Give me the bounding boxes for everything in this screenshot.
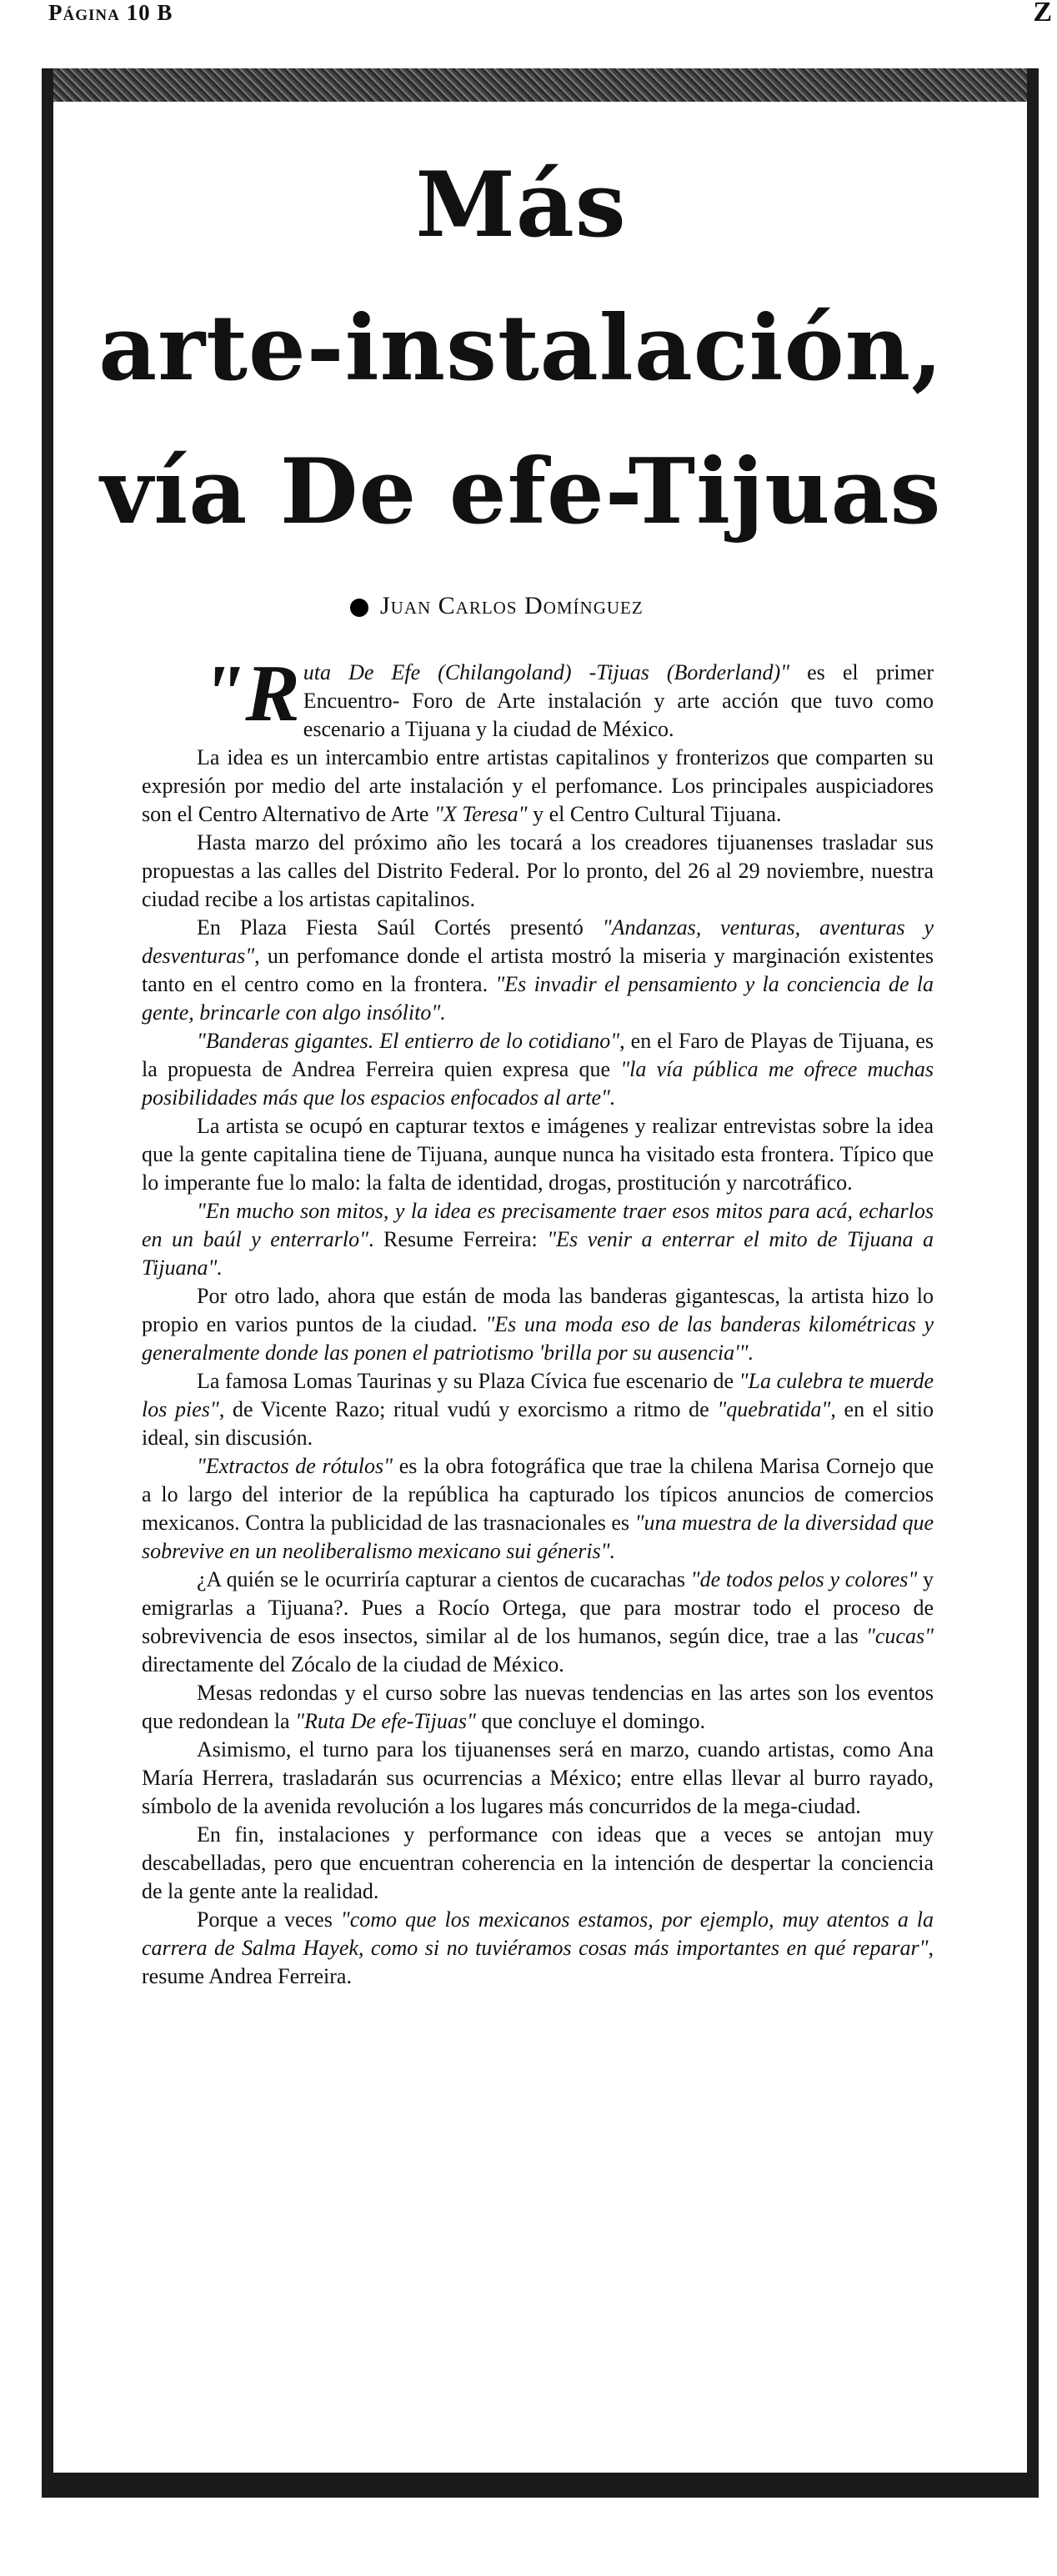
quoted-text: "Es una moda eso de las banderas kilométricas y generalmente donde las ponen el patriotismo 'brilla por su ausencia'". xyxy=(142,1312,934,1365)
article-paragraph xyxy=(142,1452,934,1566)
paragraph-text: es el primer Encuentro- Foro de Arte instalación y arte acción que tuvo como escenario a Tijuana y la ciudad de México. xyxy=(303,660,934,741)
article-frame-top-bar xyxy=(42,68,1039,102)
section-letter: Z xyxy=(1033,0,1052,28)
paragraph-text: , en el Faro de Playas de Tijuana, es la propuesta de Andrea Ferreira quien expresa que xyxy=(142,1029,934,1081)
quoted-text: "quebratida" xyxy=(717,1397,831,1421)
paragraph-text: , resume Andrea Ferreira. xyxy=(142,1936,934,1988)
paragraph-text: Por otro lado, ahora que están de moda las banderas gigantescas, la artista hizo lo propio en varios puntos de la ciudad. xyxy=(142,1284,934,1336)
quoted-text: uta De Efe (Chilangoland) -Tijuas (Borderland)" xyxy=(303,660,790,684)
article-frame-left-rule xyxy=(42,68,53,2494)
quoted-text: "En mucho son mitos, y la idea es precisamente traer esos mitos para acá, echarlos en un baúl y enterrarlo" xyxy=(142,1199,934,1251)
paragraph-text: La idea es un intercambio entre artistas capitalinos y fronterizos que comparten su expresión por medio del arte instalación y el perfomance. Los principales auspiciadores son el Centro Alternativo de Arte xyxy=(142,745,934,826)
headline-line-1: Más xyxy=(415,153,627,258)
quoted-text: "la vía pública me ofrece muchas posibilidades más que los espacios enfocados al arte". xyxy=(142,1057,934,1110)
byline-author: Juan Carlos Domínguez xyxy=(380,592,644,619)
article-frame-bottom-bar xyxy=(42,2473,1039,2498)
quoted-text: "Banderas gigantes. El entierro de lo cotidiano" xyxy=(197,1029,620,1053)
article-paragraph xyxy=(142,649,934,744)
paragraph-text: Mesas redondas y el curso sobre las nuevas tendencias en las artes son los eventos que redondean la xyxy=(142,1681,934,1733)
article-frame-right-rule xyxy=(1027,68,1039,2494)
byline-bullet-icon xyxy=(350,599,368,617)
headline-line-3: vía De efe-Tijuas xyxy=(100,439,942,544)
article-paragraph xyxy=(142,1821,934,1906)
paragraph-text: La artista se ocupó en capturar textos e imágenes y realizar entrevistas sobre la idea que la gente capitalina tiene de Tijuana, aunque nunca ha visitado esta frontera. Típico que lo imperante fue lo malo: la falta de identidad, drogas, prostitución y narcotráfico. xyxy=(142,1114,934,1195)
byline xyxy=(350,592,644,620)
quoted-text: "Es venir a enterrar el mito de Tijuana a Tijuana". xyxy=(142,1227,934,1280)
quoted-text: "Extractos de rótulos" xyxy=(197,1454,393,1478)
quoted-text: "La culebra te muerde los pies" xyxy=(142,1369,934,1421)
paragraph-text: En fin, instalaciones y performance con ideas que a veces se antojan muy descabelladas, pero que encuentran coherencia en la intención de despertar la conciencia de la gente ante la realidad. xyxy=(142,1822,934,1903)
article-paragraph xyxy=(142,1197,934,1282)
quoted-text: "X Teresa" xyxy=(433,802,528,826)
paragraph-text: Porque a veces xyxy=(197,1907,341,1932)
paragraph-text: , un perfomance donde el artista mostró la miseria y marginación existentes tanto en el centro como en la frontera. xyxy=(142,944,934,996)
paragraph-text: Asimismo, el turno para los tijuanenses será en marzo, cuando artistas, como Ana María Herrera, trasladarán sus ocurrencias a México; entre ellas llevar al burro rayado, símbolo de la avenida revolución a los lugares más concurridos de la mega-ciudad. xyxy=(142,1737,934,1818)
drop-cap: "R xyxy=(200,649,300,739)
paragraph-text: La famosa Lomas Taurinas y su Plaza Cívica fue escenario de xyxy=(197,1369,739,1393)
paragraph-text: . Resume Ferreira: xyxy=(368,1227,548,1251)
article-paragraph xyxy=(142,914,934,1027)
article-headline xyxy=(67,133,975,564)
quoted-text: "una muestra de la diversidad que sobrevive en un neoliberalismo mexicano sui géneris". xyxy=(142,1511,934,1563)
paragraph-text: , de Vicente Razo; ritual vudú y exorcismo a ritmo de xyxy=(218,1397,718,1421)
article-paragraph xyxy=(142,1027,934,1112)
quoted-text: "cucas" xyxy=(865,1624,934,1648)
paragraph-text: , en el sitio ideal, sin discusión. xyxy=(142,1397,934,1450)
paragraph-text: y emigrarlas a Tijuana?. Pues a Rocío Ortega, que para mostrar todo el proceso de sobrevivencia de esos insectos, similar al de los humanos, según dice, trae a las xyxy=(142,1567,934,1648)
article-paragraph xyxy=(142,1112,934,1197)
quoted-text: "como que los mexicanos estamos, por ejemplo, muy atentos a la carrera de Salma Hayek, como si no tuviéramos cosas más importantes en qué reparar" xyxy=(142,1907,934,1960)
quoted-text: "Ruta De efe-Tijuas" xyxy=(295,1709,476,1733)
article-paragraph xyxy=(142,1566,934,1679)
article-paragraph xyxy=(142,1679,934,1736)
article-paragraph xyxy=(142,744,934,829)
article-paragraph xyxy=(142,1367,934,1452)
paragraph-text: que concluye el domingo. xyxy=(475,1709,706,1733)
headline-line-2: arte-instalación, xyxy=(98,296,944,401)
quoted-text: "de todos pelos y colores" xyxy=(690,1567,918,1591)
paragraph-text: ¿A quién se le ocurriría capturar a cientos de cucarachas xyxy=(197,1567,691,1591)
article-paragraph xyxy=(142,1906,934,1991)
article-body xyxy=(142,649,934,1991)
paragraph-text: y el Centro Cultural Tijuana. xyxy=(527,802,782,826)
article-paragraph xyxy=(142,1736,934,1821)
paragraph-text: En Plaza Fiesta Saúl Cortés presentó xyxy=(197,915,603,940)
article-paragraph xyxy=(142,829,934,914)
page-header xyxy=(0,0,1057,33)
article-paragraph xyxy=(142,1282,934,1367)
quoted-text: "Andanzas, venturas, aventuras y desventuras" xyxy=(142,915,934,968)
page-number-label: Página 10 B xyxy=(48,0,173,25)
paragraph-text: es la obra fotográfica que trae la chilena Marisa Cornejo que a lo largo del interior de la república ha capturado los típicos anuncios de comercios mexicanos. Contra la publicidad de las trasnacionales es xyxy=(142,1454,934,1535)
quoted-text: "Es invadir el pensamiento y la conciencia de la gente, brincarle con algo insólito". xyxy=(142,972,934,1025)
paragraph-text: Hasta marzo del próximo año les tocará a los creadores tijuanenses trasladar sus propuestas a las calles del Distrito Federal. Por lo pronto, del 26 al 29 noviembre, nuestra ciudad recibe a los artistas capitalinos. xyxy=(142,830,934,911)
paragraph-text: directamente del Zócalo de la ciudad de México. xyxy=(142,1652,564,1676)
